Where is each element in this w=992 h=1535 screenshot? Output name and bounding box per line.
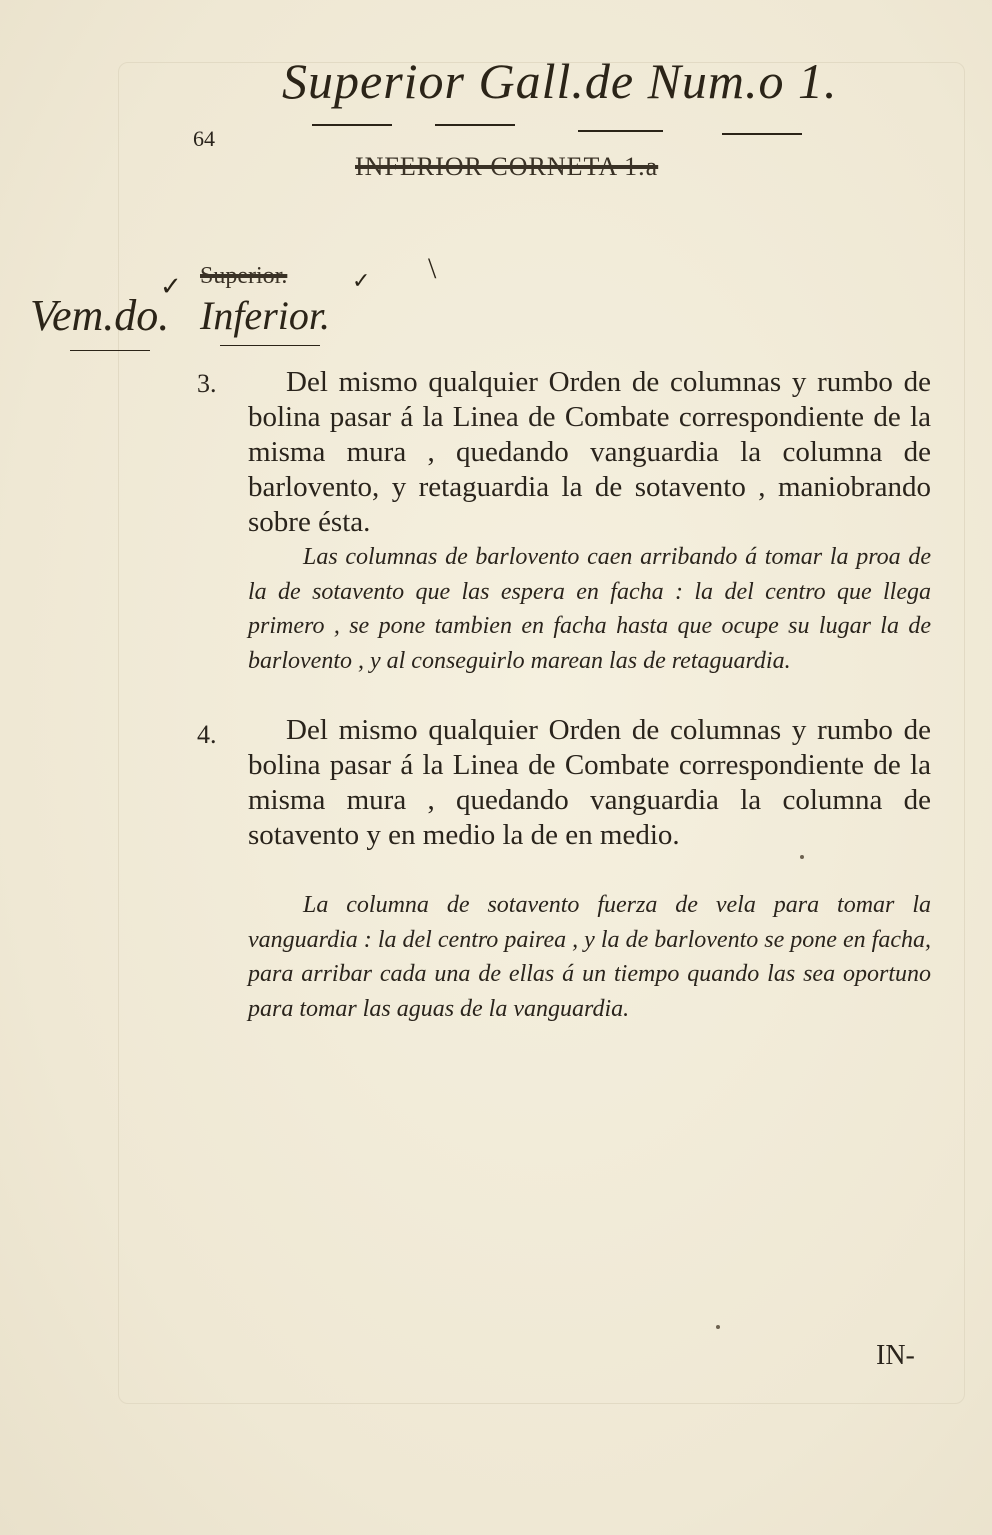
struck-subheader: Superior. (200, 263, 288, 289)
speck (800, 855, 804, 859)
check-mark: ✓ (160, 272, 182, 301)
handwritten-header: Superior Gall.de Num.o 1. (282, 53, 838, 109)
check-mark: ✓ (352, 268, 371, 293)
speck (716, 1325, 720, 1329)
page-number: 64 (193, 126, 215, 151)
paragraph-text: Del mismo qualquier Orden de columnas y rumbo de bolina pasar á la Linea de Combate correspondiente de la misma mura , quedando vanguardia la columna de barlovento, y retaguardia la de sotavento , maniobrando sobre ésta. (248, 366, 931, 538)
paragraph-note: Las columnas de barlovento caen arribando á tomar la proa de la de sotavento que las espera en facha : la del centro que llega primero , se pone tambien en facha hasta que ocupe su lugar la de barlovento , y al conseguirlo marean las de retaguardia. (248, 544, 931, 674)
paragraph-text: Del mismo qualquier Orden de columnas y rumbo de bolina pasar á la Linea de Combate correspondiente de la misma mura , quedando vanguardia la columna de sotavento y en medio la de en medio. (248, 714, 931, 851)
paragraph-number: 3. (197, 369, 217, 398)
header-underline (435, 124, 515, 126)
margin-note-underline (70, 350, 150, 351)
header-underline (578, 130, 663, 132)
paragraph-note: La columna de sotavento fuerza de vela para tomar la vanguardia : la del centro pairea , y la de barlovento se pone en facha, para arribar cada una de ellas á un tiempo quando las sea oportuno para tomar las aguas de la vanguardia. (248, 892, 931, 1022)
check-mark: \ (428, 252, 437, 285)
header-underline (722, 133, 802, 135)
handwritten-inserted-note: Inferior. (200, 293, 330, 338)
inserted-note-underline (220, 345, 320, 346)
struck-printed-header: INFERIOR CORNETA 1.a (355, 152, 659, 181)
catchword: IN- (876, 1340, 915, 1371)
handwritten-margin-note: Vem.do. (30, 291, 170, 340)
header-underline (312, 124, 392, 126)
paragraph-number: 4. (197, 720, 217, 749)
